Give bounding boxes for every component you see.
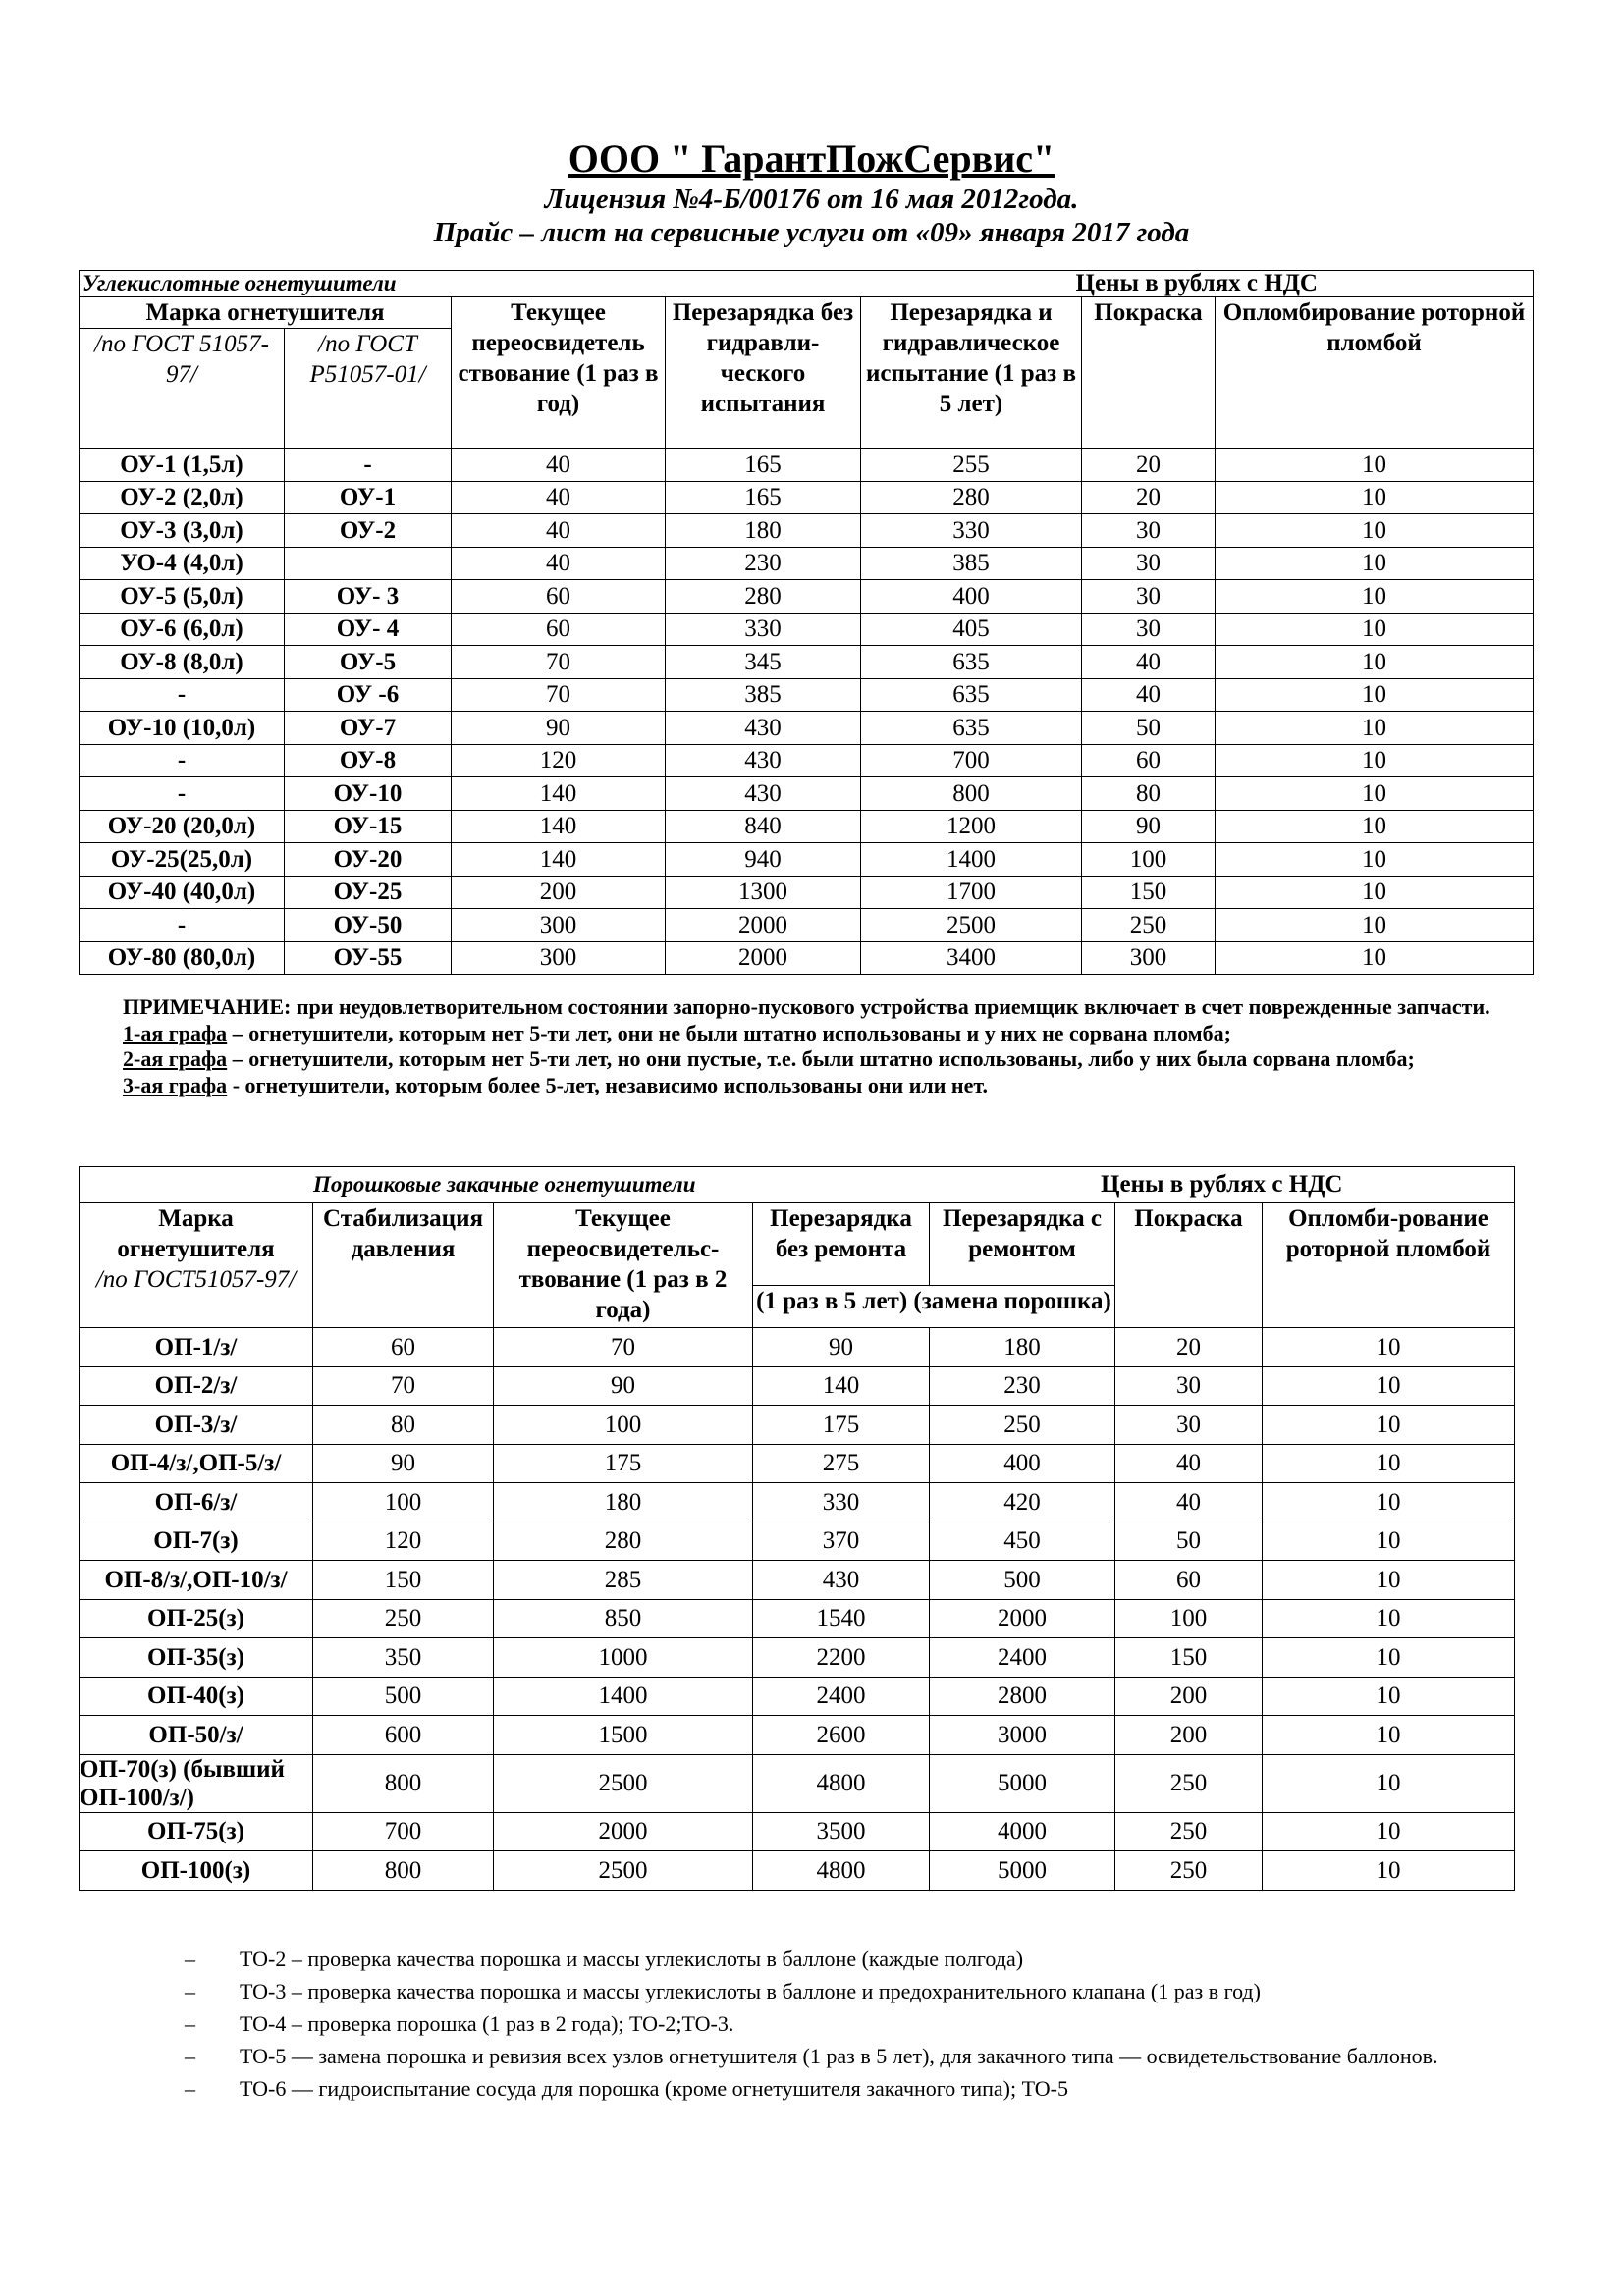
powder-col-seal: Опломби-рование роторной пломбой bbox=[1263, 1203, 1515, 1328]
price-cell: 10 bbox=[1263, 1754, 1515, 1812]
price-cell: 230 bbox=[930, 1366, 1115, 1406]
table-row bbox=[80, 1483, 1515, 1522]
graph-2-label: 2-ая графа bbox=[123, 1046, 228, 1071]
table-row bbox=[80, 1328, 1515, 1367]
price-cell: 90 bbox=[1082, 810, 1216, 843]
brand-alt-cell: ОУ-8 bbox=[285, 744, 452, 777]
price-cell: 800 bbox=[861, 777, 1082, 811]
table-row bbox=[80, 1851, 1515, 1891]
table-row bbox=[80, 712, 1534, 745]
powder-col-recharge-common: (1 раз в 5 лет) (замена порошка) bbox=[753, 1286, 1115, 1328]
price-cell: 20 bbox=[1115, 1328, 1263, 1367]
price-cell: 60 bbox=[313, 1328, 494, 1367]
price-cell: 275 bbox=[753, 1444, 930, 1483]
price-cell: 60 bbox=[452, 580, 666, 614]
powder-price-note: Цены в рублях с НДС bbox=[930, 1167, 1515, 1203]
co2-gost1: /по ГОСТ 51057-97/ bbox=[80, 329, 285, 449]
dash-bullet-icon: – bbox=[185, 2076, 195, 2101]
brand-cell: ОП-7(з) bbox=[80, 1522, 313, 1561]
powder-col-current: Текущее переосвидетельс-твование (1 раз в 2 года) bbox=[494, 1203, 753, 1328]
graph-1-label: 1-ая графа bbox=[123, 1020, 228, 1045]
co2-col-recharge: Перезарядка без гидравли-ческого испытания bbox=[666, 297, 861, 449]
co2-brand-header: Марка огнетушителя bbox=[80, 297, 452, 329]
co2-table-body bbox=[80, 449, 1534, 975]
price-cell: 30 bbox=[1082, 613, 1216, 646]
brand-cell: ОУ-1 (1,5л) bbox=[80, 449, 285, 482]
price-cell: 90 bbox=[452, 712, 666, 745]
brand-cell: УО-4 (4,0л) bbox=[80, 547, 285, 580]
brand-alt-cell: ОУ-5 bbox=[285, 646, 452, 679]
graph-1-text: – огнетушители, которым нет 5-ти лет, они не были штатно использованы и у них не сорвана пломба; bbox=[227, 1020, 1231, 1045]
price-cell: 90 bbox=[494, 1366, 753, 1406]
price-cell: 4000 bbox=[930, 1812, 1115, 1851]
brand-cell: ОУ-2 (2,0л) bbox=[80, 481, 285, 514]
price-cell: 2600 bbox=[753, 1716, 930, 1755]
list-item bbox=[185, 2011, 1520, 2037]
brand-alt-cell: ОУ- 4 bbox=[285, 613, 452, 646]
powder-table-body bbox=[80, 1328, 1515, 1891]
price-cell: 2400 bbox=[930, 1638, 1115, 1678]
price-cell: 10 bbox=[1216, 909, 1534, 942]
price-cell: 70 bbox=[452, 678, 666, 712]
brand-cell: ОП-35(з) bbox=[80, 1638, 313, 1678]
table-row bbox=[80, 646, 1534, 679]
price-cell: 285 bbox=[494, 1561, 753, 1600]
price-cell: 10 bbox=[1216, 514, 1534, 548]
price-cell: 10 bbox=[1263, 1328, 1515, 1367]
price-cell: 90 bbox=[313, 1444, 494, 1483]
price-cell: 1400 bbox=[861, 843, 1082, 877]
price-cell: 255 bbox=[861, 449, 1082, 482]
price-cell: 300 bbox=[1082, 941, 1216, 975]
price-cell: 120 bbox=[452, 744, 666, 777]
note-graph-2 bbox=[123, 1046, 1517, 1073]
brand-cell: ОП-100(з) bbox=[80, 1851, 313, 1891]
table-row bbox=[80, 777, 1534, 811]
price-cell: 500 bbox=[930, 1561, 1115, 1600]
brand-alt-cell: ОУ-25 bbox=[285, 876, 452, 909]
company-name: ООО " ГарантПожСервис" bbox=[568, 136, 1055, 181]
price-cell: 165 bbox=[666, 481, 861, 514]
brand-alt-cell: ОУ-1 bbox=[285, 481, 452, 514]
price-cell: 40 bbox=[452, 481, 666, 514]
brand-cell: - bbox=[80, 744, 285, 777]
price-cell: 250 bbox=[930, 1406, 1115, 1445]
price-cell: 1540 bbox=[753, 1599, 930, 1638]
price-cell: 700 bbox=[313, 1812, 494, 1851]
price-cell: 330 bbox=[861, 514, 1082, 548]
brand-cell: ОП-4/з/,ОП-5/з/ bbox=[80, 1444, 313, 1483]
price-cell: 3000 bbox=[930, 1716, 1115, 1755]
price-cell: 100 bbox=[494, 1406, 753, 1445]
note-graph-1 bbox=[123, 1021, 1517, 1047]
table-row bbox=[80, 1638, 1515, 1678]
brand-cell: ОП-75(з) bbox=[80, 1812, 313, 1851]
brand-cell: ОП-8/з/,ОП-10/з/ bbox=[80, 1561, 313, 1600]
price-cell: 940 bbox=[666, 843, 861, 877]
price-cell: 150 bbox=[1082, 876, 1216, 909]
price-cell: 2400 bbox=[753, 1677, 930, 1716]
price-cell: 10 bbox=[1216, 449, 1534, 482]
price-cell: 2000 bbox=[494, 1812, 753, 1851]
price-cell: 175 bbox=[494, 1444, 753, 1483]
price-cell: 10 bbox=[1263, 1812, 1515, 1851]
table-row bbox=[80, 744, 1534, 777]
price-cell: 10 bbox=[1216, 843, 1534, 877]
price-cell: 10 bbox=[1216, 481, 1534, 514]
table-row bbox=[80, 1812, 1515, 1851]
brand-alt-cell: - bbox=[285, 449, 452, 482]
list-item-text: ТО-2 – проверка качества порошка и массы углекислоты в баллоне (каждые полгода) bbox=[240, 1947, 1024, 1971]
price-cell: 10 bbox=[1216, 876, 1534, 909]
brand-alt-cell: ОУ-2 bbox=[285, 514, 452, 548]
co2-col-paint: Покраска bbox=[1082, 297, 1216, 449]
price-cell: 850 bbox=[494, 1599, 753, 1638]
document-header bbox=[0, 135, 1623, 249]
brand-cell: ОУ-25(25,0л) bbox=[80, 843, 285, 877]
brand-alt-cell: ОУ-15 bbox=[285, 810, 452, 843]
price-cell: 175 bbox=[753, 1406, 930, 1445]
price-cell: 10 bbox=[1263, 1522, 1515, 1561]
brand-cell: ОУ-6 (6,0л) bbox=[80, 613, 285, 646]
price-cell: 30 bbox=[1082, 580, 1216, 614]
price-cell: 280 bbox=[494, 1522, 753, 1561]
co2-price-note: Цены в рублях с НДС bbox=[861, 271, 1534, 297]
brand-cell: ОП-1/з/ bbox=[80, 1328, 313, 1367]
price-cell: 1500 bbox=[494, 1716, 753, 1755]
price-cell: 700 bbox=[861, 744, 1082, 777]
price-cell: 10 bbox=[1263, 1638, 1515, 1678]
table-row bbox=[80, 514, 1534, 548]
price-cell: 10 bbox=[1263, 1677, 1515, 1716]
price-cell: 250 bbox=[1115, 1812, 1263, 1851]
price-cell: 800 bbox=[313, 1851, 494, 1891]
price-cell: 1200 bbox=[861, 810, 1082, 843]
table-row bbox=[80, 1444, 1515, 1483]
note-graph-3 bbox=[123, 1073, 1517, 1099]
brand-cell: ОУ-20 (20,0л) bbox=[80, 810, 285, 843]
price-cell: 40 bbox=[1082, 678, 1216, 712]
price-cell: 635 bbox=[861, 646, 1082, 679]
table-row bbox=[80, 1522, 1515, 1561]
price-cell: 280 bbox=[666, 580, 861, 614]
price-cell: 140 bbox=[452, 843, 666, 877]
co2-gost2: /по ГОСТ Р51057-01/ bbox=[285, 329, 452, 449]
price-cell: 10 bbox=[1216, 613, 1534, 646]
dash-bullet-icon: – bbox=[185, 2044, 195, 2068]
brand-cell: ОУ-80 (80,0л) bbox=[80, 941, 285, 975]
price-cell: 20 bbox=[1082, 481, 1216, 514]
table-row bbox=[80, 449, 1534, 482]
graph-2-text: – огнетушители, которым нет 5-ти лет, но они пустые, т.е. были штатно использованы, либо у них была сорвана пломба; bbox=[227, 1046, 1415, 1071]
price-cell: 10 bbox=[1216, 678, 1534, 712]
price-cell: 2500 bbox=[494, 1851, 753, 1891]
price-cell: 10 bbox=[1216, 744, 1534, 777]
pricelist-title: Прайс – лист на сервисные услуги от «09» января 2017 года bbox=[433, 217, 1190, 248]
price-cell: 100 bbox=[313, 1483, 494, 1522]
price-cell: 40 bbox=[452, 449, 666, 482]
price-cell: 500 bbox=[313, 1677, 494, 1716]
price-cell: 10 bbox=[1263, 1716, 1515, 1755]
table-row bbox=[80, 1561, 1515, 1600]
price-cell: 430 bbox=[753, 1561, 930, 1600]
list-item-text: ТО-6 — гидроиспытание сосуда для порошка (кроме огнетушителя закачного типа); ТО-5 bbox=[240, 2076, 1068, 2101]
price-cell: 200 bbox=[452, 876, 666, 909]
price-cell: 2000 bbox=[666, 909, 861, 942]
service-bullets bbox=[185, 1947, 1520, 2109]
price-cell: 10 bbox=[1263, 1599, 1515, 1638]
powder-section-title: Порошковые закачные огнетушители bbox=[80, 1167, 930, 1203]
price-cell: 1400 bbox=[494, 1677, 753, 1716]
price-cell: 150 bbox=[1115, 1638, 1263, 1678]
price-cell: 840 bbox=[666, 810, 861, 843]
price-cell: 40 bbox=[452, 514, 666, 548]
table-row bbox=[80, 547, 1534, 580]
price-cell: 200 bbox=[1115, 1716, 1263, 1755]
table-row bbox=[80, 876, 1534, 909]
license-line: Лицензия №4-Б/00176 от 16 мая 2012года. bbox=[544, 184, 1079, 215]
price-cell: 250 bbox=[313, 1599, 494, 1638]
table-row bbox=[80, 580, 1534, 614]
price-cell: 20 bbox=[1082, 449, 1216, 482]
price-cell: 2500 bbox=[494, 1754, 753, 1812]
price-cell: 4800 bbox=[753, 1754, 930, 1812]
price-cell: 600 bbox=[313, 1716, 494, 1755]
brand-cell: - bbox=[80, 909, 285, 942]
price-cell: 10 bbox=[1216, 646, 1534, 679]
price-cell: 80 bbox=[313, 1406, 494, 1445]
brand-alt-cell: ОУ-55 bbox=[285, 941, 452, 975]
powder-gost: /по ГОСТ51057-97/ bbox=[95, 1266, 297, 1293]
price-cell: 5000 bbox=[930, 1851, 1115, 1891]
price-cell: 3400 bbox=[861, 941, 1082, 975]
list-item bbox=[185, 1947, 1520, 1972]
price-cell: 10 bbox=[1263, 1851, 1515, 1891]
co2-col-recharge-hydro: Перезарядка и гидравлическое испытание (1 раз в 5 лет) bbox=[861, 297, 1082, 449]
list-item-text: ТО-5 — замена порошка и ревизия всех узлов огнетушителя (1 раз в 5 лет), для закачного типа — освидетельствование баллонов. bbox=[240, 2044, 1438, 2068]
price-cell: 140 bbox=[452, 777, 666, 811]
price-cell: 400 bbox=[930, 1444, 1115, 1483]
price-cell: 350 bbox=[313, 1638, 494, 1678]
price-cell: 40 bbox=[1115, 1444, 1263, 1483]
price-cell: 4800 bbox=[753, 1851, 930, 1891]
price-cell: 200 bbox=[1115, 1677, 1263, 1716]
price-cell: 100 bbox=[1115, 1599, 1263, 1638]
price-cell: 120 bbox=[313, 1522, 494, 1561]
price-cell: 10 bbox=[1216, 941, 1534, 975]
table-row bbox=[80, 1599, 1515, 1638]
powder-brand-header bbox=[80, 1203, 313, 1328]
price-cell: 2000 bbox=[930, 1599, 1115, 1638]
price-cell: 385 bbox=[861, 547, 1082, 580]
price-cell: 430 bbox=[666, 777, 861, 811]
price-cell: 10 bbox=[1216, 712, 1534, 745]
table-row bbox=[80, 1406, 1515, 1445]
brand-cell: ОУ-10 (10,0л) bbox=[80, 712, 285, 745]
price-cell: 30 bbox=[1115, 1366, 1263, 1406]
powder-col-paint: Покраска bbox=[1115, 1203, 1263, 1328]
price-cell: 180 bbox=[930, 1328, 1115, 1367]
powder-col-recharge-repair: Перезарядка с ремонтом bbox=[930, 1203, 1115, 1286]
powder-col-stab: Стабилизация давления bbox=[313, 1203, 494, 1328]
price-cell: 140 bbox=[753, 1366, 930, 1406]
price-cell: 40 bbox=[452, 547, 666, 580]
price-cell: 10 bbox=[1216, 810, 1534, 843]
price-cell: 2800 bbox=[930, 1677, 1115, 1716]
price-cell: 2000 bbox=[666, 941, 861, 975]
price-cell: 2200 bbox=[753, 1638, 930, 1678]
price-cell: 230 bbox=[666, 547, 861, 580]
price-cell: 180 bbox=[494, 1483, 753, 1522]
brand-cell: ОП-25(з) bbox=[80, 1599, 313, 1638]
brand-cell: ОУ-8 (8,0л) bbox=[80, 646, 285, 679]
powder-brand-label: Марка огнетушителя bbox=[117, 1205, 275, 1262]
brand-alt-cell: ОУ-20 bbox=[285, 843, 452, 877]
brand-alt-cell: ОУ-50 bbox=[285, 909, 452, 942]
price-cell: 50 bbox=[1115, 1522, 1263, 1561]
price-cell: 180 bbox=[666, 514, 861, 548]
price-cell: 30 bbox=[1082, 547, 1216, 580]
price-cell: 100 bbox=[1082, 843, 1216, 877]
brand-cell: - bbox=[80, 777, 285, 811]
brand-cell: ОП-3/з/ bbox=[80, 1406, 313, 1445]
table-row bbox=[80, 1366, 1515, 1406]
dash-bullet-icon: – bbox=[185, 1947, 195, 1971]
table-row bbox=[80, 1716, 1515, 1755]
price-cell: 280 bbox=[861, 481, 1082, 514]
price-cell: 405 bbox=[861, 613, 1082, 646]
price-cell: 635 bbox=[861, 712, 1082, 745]
price-cell: 70 bbox=[494, 1328, 753, 1367]
price-cell: 10 bbox=[1263, 1561, 1515, 1600]
list-item bbox=[185, 1979, 1520, 2004]
price-cell: 50 bbox=[1082, 712, 1216, 745]
price-cell: 330 bbox=[753, 1483, 930, 1522]
co2-price-table bbox=[79, 270, 1534, 975]
price-cell: 5000 bbox=[930, 1754, 1115, 1812]
brand-alt-cell: ОУ -6 bbox=[285, 678, 452, 712]
price-cell: 250 bbox=[1115, 1851, 1263, 1891]
brand-alt-cell: ОУ- 3 bbox=[285, 580, 452, 614]
price-cell: 10 bbox=[1216, 547, 1534, 580]
co2-col-seal: Опломбирование роторной пломбой bbox=[1216, 297, 1534, 449]
graph-3-label: 3-ая графа bbox=[123, 1072, 228, 1097]
price-cell: 10 bbox=[1263, 1366, 1515, 1406]
price-cell: 2500 bbox=[861, 909, 1082, 942]
brand-cell: ОП-70(з) (бывший ОП-100/з/) bbox=[80, 1754, 313, 1812]
table-row bbox=[80, 843, 1534, 877]
graph-3-text: - огнетушители, которым более 5-лет, независимо использованы они или нет. bbox=[227, 1072, 988, 1097]
dash-bullet-icon: – bbox=[185, 2011, 195, 2036]
list-item-text: ТО-4 – проверка порошка (1 раз в 2 года); ТО-2;ТО-3. bbox=[240, 2011, 734, 2036]
price-cell: 60 bbox=[1115, 1561, 1263, 1600]
co2-col-current: Текущее переосвидетель ствование (1 раз в год) bbox=[452, 297, 666, 449]
price-cell: 150 bbox=[313, 1561, 494, 1600]
price-cell: 345 bbox=[666, 646, 861, 679]
price-cell: 10 bbox=[1216, 777, 1534, 811]
brand-cell: ОУ-3 (3,0л) bbox=[80, 514, 285, 548]
brand-alt-cell: ОУ-7 bbox=[285, 712, 452, 745]
price-cell: 1000 bbox=[494, 1638, 753, 1678]
price-cell: 10 bbox=[1263, 1444, 1515, 1483]
brand-cell: ОП-50/з/ bbox=[80, 1716, 313, 1755]
powder-col-recharge-norepair: Перезарядка без ремонта bbox=[753, 1203, 930, 1286]
price-cell: 635 bbox=[861, 678, 1082, 712]
price-cell: 70 bbox=[313, 1366, 494, 1406]
price-cell: 165 bbox=[666, 449, 861, 482]
price-cell: 60 bbox=[452, 613, 666, 646]
price-cell: 450 bbox=[930, 1522, 1115, 1561]
price-cell: 300 bbox=[452, 909, 666, 942]
dash-bullet-icon: – bbox=[185, 1979, 195, 2003]
price-cell: 80 bbox=[1082, 777, 1216, 811]
list-item-text: ТО-3 – проверка качества порошка и массы углекислоты в баллоне и предохранительного клапана (1 раз в год) bbox=[240, 1979, 1261, 2003]
price-cell: 10 bbox=[1216, 580, 1534, 614]
price-cell: 430 bbox=[666, 712, 861, 745]
price-cell: 40 bbox=[1115, 1483, 1263, 1522]
price-cell: 10 bbox=[1263, 1406, 1515, 1445]
price-cell: 1700 bbox=[861, 876, 1082, 909]
note-text: ПРИМЕЧАНИЕ: при неудовлетворительном состоянии запорно-пускового устройства приемщик включает в счет поврежденные запчасти. bbox=[123, 994, 1490, 1019]
table-row bbox=[80, 810, 1534, 843]
price-cell: 60 bbox=[1082, 744, 1216, 777]
brand-cell: ОУ-5 (5,0л) bbox=[80, 580, 285, 614]
price-cell: 250 bbox=[1082, 909, 1216, 942]
list-item bbox=[185, 2076, 1520, 2102]
table-row bbox=[80, 613, 1534, 646]
table-row bbox=[80, 941, 1534, 975]
price-cell: 70 bbox=[452, 646, 666, 679]
price-cell: 90 bbox=[753, 1328, 930, 1367]
price-cell: 430 bbox=[666, 744, 861, 777]
table-row bbox=[80, 481, 1534, 514]
price-cell: 40 bbox=[1082, 646, 1216, 679]
price-cell: 10 bbox=[1263, 1483, 1515, 1522]
notes-block bbox=[123, 994, 1517, 1098]
co2-section-title: Углекислотные огнетушители bbox=[80, 271, 861, 297]
price-cell: 1300 bbox=[666, 876, 861, 909]
price-cell: 385 bbox=[666, 678, 861, 712]
brand-alt-cell: ОУ-10 bbox=[285, 777, 452, 811]
table-row bbox=[80, 1754, 1515, 1812]
price-cell: 140 bbox=[452, 810, 666, 843]
brand-cell: ОП-40(з) bbox=[80, 1677, 313, 1716]
brand-cell: ОП-2/з/ bbox=[80, 1366, 313, 1406]
price-cell: 3500 bbox=[753, 1812, 930, 1851]
price-cell: 30 bbox=[1082, 514, 1216, 548]
price-cell: 400 bbox=[861, 580, 1082, 614]
brand-alt-cell bbox=[285, 547, 452, 580]
list-item bbox=[185, 2044, 1520, 2069]
price-cell: 800 bbox=[313, 1754, 494, 1812]
brand-cell: ОП-6/з/ bbox=[80, 1483, 313, 1522]
table-row bbox=[80, 1677, 1515, 1716]
table-row bbox=[80, 909, 1534, 942]
price-cell: 300 bbox=[452, 941, 666, 975]
price-cell: 370 bbox=[753, 1522, 930, 1561]
price-cell: 30 bbox=[1115, 1406, 1263, 1445]
powder-price-table bbox=[79, 1166, 1515, 1891]
table-row bbox=[80, 678, 1534, 712]
price-cell: 330 bbox=[666, 613, 861, 646]
brand-cell: - bbox=[80, 678, 285, 712]
brand-cell: ОУ-40 (40,0л) bbox=[80, 876, 285, 909]
price-cell: 420 bbox=[930, 1483, 1115, 1522]
price-cell: 250 bbox=[1115, 1754, 1263, 1812]
